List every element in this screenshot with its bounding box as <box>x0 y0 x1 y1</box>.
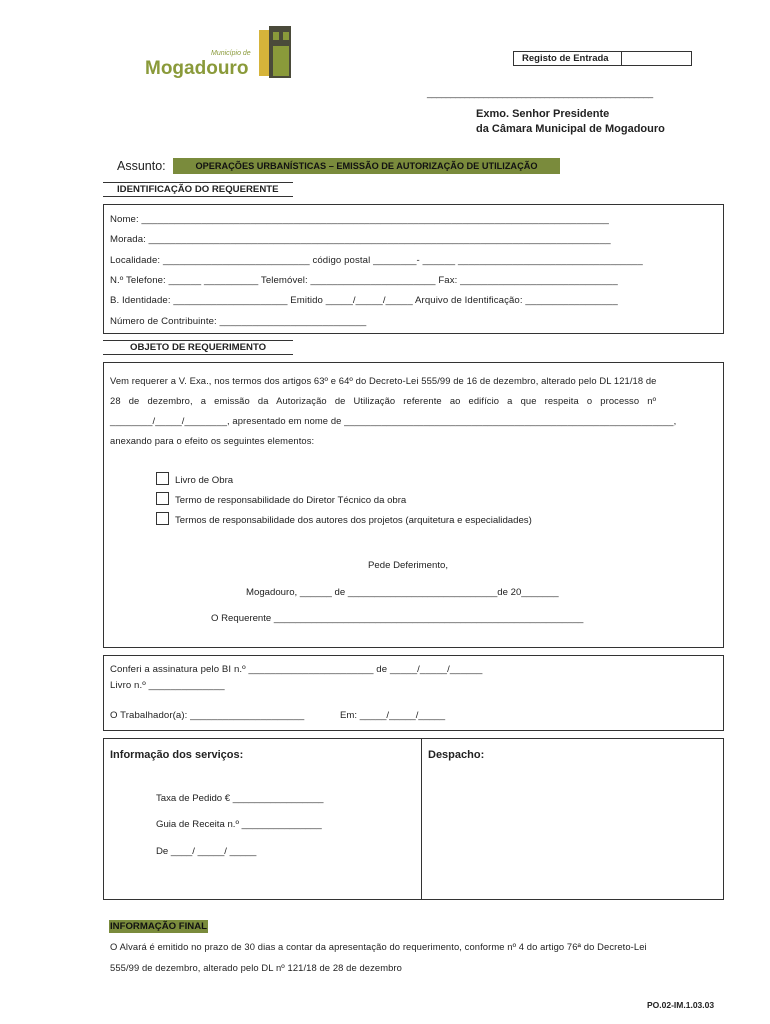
objeto-heading: OBJETO DE REQUERIMENTO <box>130 342 267 353</box>
castle-logo-icon <box>255 26 295 80</box>
servicos-heading: Informação dos serviços: <box>110 749 244 761</box>
objeto-text-line-3[interactable]: ________/_____/________, apresentado em nome de ______________________________________________________________, <box>110 415 677 426</box>
logo-small-text: Município de <box>211 50 251 57</box>
identificacao-heading-rule-bottom <box>103 196 293 197</box>
objeto-heading-rule-top <box>103 340 293 341</box>
logo-name: Mogadouro <box>145 58 249 79</box>
morada-field[interactable]: Morada: _____________________________________________________________________________________ <box>110 234 611 245</box>
objeto-heading-rule-bottom <box>103 354 293 355</box>
taxa-pedido-field[interactable]: Taxa de Pedido € _________________ <box>156 793 324 804</box>
addressee-entity: da Câmara Municipal de Mogadouro <box>476 123 665 135</box>
informacao-final-line-1: O Alvará é emitido no prazo de 30 dias a contar da apresentação do requerimento, conforme nº 4 do artigo 76ª do Decreto-Lei <box>110 941 647 952</box>
identidade-field[interactable]: B. Identidade: _____________________ Emitido _____/_____/_____ Arquivo de Identificação: _________________ <box>110 295 618 306</box>
guia-receita-field[interactable]: Guia de Receita n.º _______________ <box>156 819 322 830</box>
checkbox-livro-obra[interactable] <box>156 472 169 485</box>
objeto-text-line-4: anexando para o efeito os seguintes elementos: <box>110 435 315 446</box>
checkbox-label: Termos de responsabilidade dos autores dos projetos (arquitetura e especialidades) <box>175 515 532 526</box>
checkbox-item-livro-obra[interactable] <box>156 472 233 486</box>
telefone-field[interactable]: N.º Telefone: ______ __________ Telemóvel: _______________________ Fax: _____________________________ <box>110 275 618 286</box>
contribuinte-field[interactable]: Número de Contribuinte: ___________________________ <box>110 316 367 327</box>
objeto-text-line-1: Vem requerer a V. Exa., nos termos dos artigos 63º e 64º do Decreto-Lei 555/99 de 16 de dezembro, alterado pelo DL 121/18 de <box>110 375 657 386</box>
assunto-label: Assunto: <box>117 159 166 173</box>
servicos-date-field[interactable]: De ____/ _____/ _____ <box>156 846 257 857</box>
servicos-divider <box>421 738 422 900</box>
registo-entrada-label: Registo de Entrada <box>522 53 609 64</box>
pede-deferimento: Pede Deferimento, <box>368 560 448 571</box>
checkbox-autores-projetos[interactable] <box>156 512 169 525</box>
identificacao-heading-rule-top <box>103 182 293 183</box>
identificacao-heading: IDENTIFICAÇÃO DO REQUERENTE <box>117 184 279 195</box>
objeto-text-line-2: 28 de dezembro, a emissão da Autorização de Utilização referente ao edifício a que respeita o processo nº <box>110 395 657 406</box>
document-code: PO.02-IM.1.03.03 <box>647 1000 715 1010</box>
date-line[interactable]: Mogadouro, ______ de ____________________________de 20_______ <box>246 587 559 598</box>
registo-entrada-field[interactable] <box>622 52 691 65</box>
informacao-final-heading: INFORMAÇÃO FINAL <box>110 921 207 932</box>
checkbox-item-autores-projetos[interactable] <box>156 512 532 526</box>
addressee-line: ________________________________________________ <box>427 88 653 98</box>
em-date-line[interactable]: Em: _____/_____/_____ <box>340 710 446 721</box>
checkbox-label: Termo de responsabilidade do Diretor Técnico da obra <box>175 495 407 506</box>
assunto-value: OPERAÇÕES URBANÍSTICAS – EMISSÃO DE AUTORIZAÇÃO DE UTILIZAÇÃO <box>173 158 560 174</box>
municipality-logo <box>145 26 295 86</box>
nome-field[interactable]: Nome: ______________________________________________________________________________________ <box>110 214 609 225</box>
checkbox-diretor-tecnico[interactable] <box>156 492 169 505</box>
trabalhador-line[interactable]: O Trabalhador(a): _____________________ <box>110 710 305 721</box>
requerente-signature-line[interactable]: O Requerente __________________________________________________________ <box>211 613 584 624</box>
localidade-field[interactable]: Localidade: ___________________________ código postal ________- ______ __________________________________ <box>110 255 643 266</box>
despacho-heading: Despacho: <box>428 749 485 761</box>
checkbox-item-diretor-tecnico[interactable] <box>156 492 406 506</box>
checkbox-label: Livro de Obra <box>175 475 234 486</box>
conferi-bi-line[interactable]: Conferi a assinatura pelo BI n.º _______________________ de _____/_____/______ <box>110 664 483 675</box>
informacao-final-line-2: 555/99 de dezembro, alterado pelo DL nº 121/18 de 28 de dezembro <box>110 962 402 973</box>
addressee-title: Exmo. Senhor Presidente <box>476 108 610 120</box>
registo-entrada-box <box>513 51 692 66</box>
conferi-livro-line[interactable]: Livro n.º ______________ <box>110 680 225 691</box>
